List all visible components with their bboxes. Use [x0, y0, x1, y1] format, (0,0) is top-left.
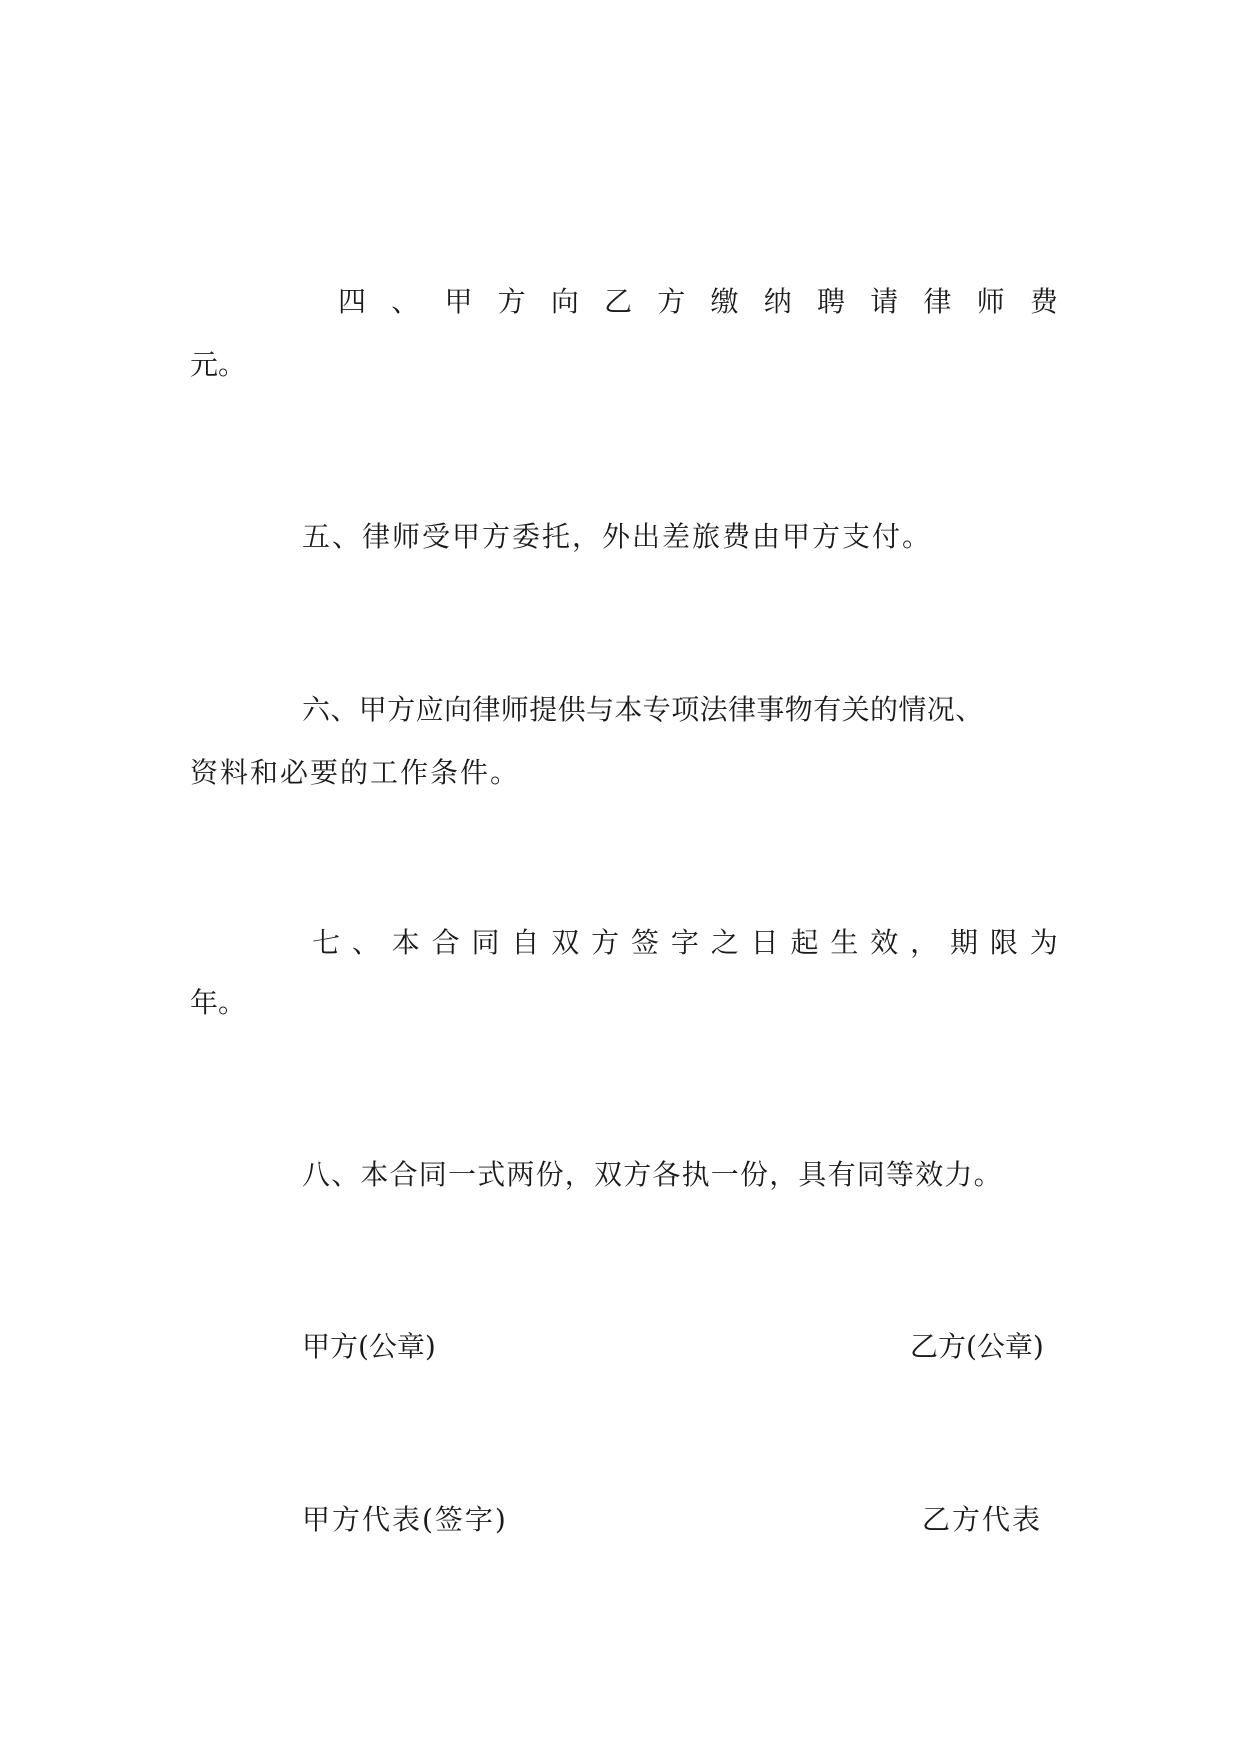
- clause-7-line-1-char: 方: [591, 926, 620, 959]
- clause-7-line-1: [312, 926, 1058, 960]
- clause-7-line-1-char: 七: [312, 926, 341, 959]
- clause-7-line-1-char: 限: [989, 926, 1018, 959]
- clause-7-line-1-char: 本: [391, 926, 420, 959]
- clause-4-line-1-char: 四: [338, 285, 367, 318]
- clause-7-line-1-char: 期: [950, 926, 979, 959]
- clause-7-line-2: 年。: [190, 986, 247, 1019]
- party-a-seal-label: 甲方(公章): [302, 1330, 436, 1363]
- clause-4-line-1-char: 向: [550, 285, 579, 318]
- clause-4-line-1-char: 方: [497, 285, 526, 318]
- clause-5: 五、律师受甲方委托，外出差旅费由甲方支付。: [302, 520, 933, 553]
- clause-7-line-1-char: 、: [351, 926, 380, 959]
- clause-7-line-1-char: 合: [431, 926, 460, 959]
- clause-4-line-1-char: 师: [976, 285, 1005, 318]
- clause-4-line-1-char: 律: [923, 285, 952, 318]
- clause-7-line-1-char: ，: [910, 926, 939, 959]
- party-b-seal-label: 乙方(公章): [910, 1330, 1044, 1363]
- clause-7-line-1-char: 生: [830, 926, 859, 959]
- clause-4-line-1-char: 缴: [710, 285, 739, 318]
- clause-7-line-1-char: 自: [511, 926, 540, 959]
- clause-4-line-1-char: 费: [1029, 285, 1058, 318]
- party-a-representative-label: 甲方代表(签字): [302, 1503, 508, 1536]
- clause-7-line-1-char: 为: [1029, 926, 1058, 959]
- clause-6-line-2: 资料和必要的工作条件。: [190, 756, 521, 789]
- clause-4-line-1-char: 聘: [816, 285, 845, 318]
- clause-4-line-1-char: 纳: [763, 285, 792, 318]
- clause-4-line-1-char: 请: [870, 285, 899, 318]
- clause-4-line-1-char: 方: [657, 285, 686, 318]
- clause-4-line-1-char: 、: [391, 285, 420, 318]
- clause-4-line-1-char: 甲: [444, 285, 473, 318]
- clause-7-line-1-char: 日: [750, 926, 779, 959]
- clause-7-line-1-char: 之: [710, 926, 739, 959]
- clause-4-line-2: 元。: [190, 348, 247, 381]
- clause-4-line-1-char: 乙: [604, 285, 633, 318]
- clause-7-line-1-char: 起: [790, 926, 819, 959]
- clause-7-line-1-char: 字: [670, 926, 699, 959]
- clause-7-line-1-char: 同: [471, 926, 500, 959]
- clause-7-line-1-char: 双: [551, 926, 580, 959]
- clause-4-line-1: [338, 285, 1058, 319]
- clause-7-line-1-char: 效: [870, 926, 899, 959]
- party-b-representative-label: 乙方代表: [922, 1503, 1043, 1536]
- clause-8: 八、本合同一式两份，双方各执一份，具有同等效力。: [302, 1158, 1003, 1191]
- clause-6-line-1: 六、甲方应向律师提供与本专项法律事物有关的情况、: [302, 693, 984, 726]
- clause-7-line-1-char: 签: [631, 926, 660, 959]
